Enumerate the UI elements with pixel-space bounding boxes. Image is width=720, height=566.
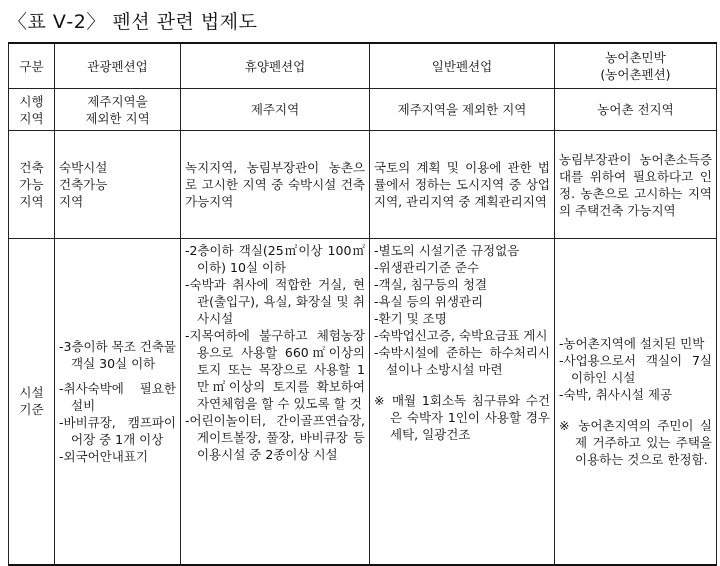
cell-facility-resort [181,239,370,565]
pension-law-table [8,42,717,566]
list-item: -숙박과 취사에 적합한 거실, 현관(출입구), 욕실, 화장실 및 취사시설 [185,277,365,326]
cell-facility-general [370,239,555,565]
list-item: -숙박, 취사시설 제공 [559,386,673,402]
list-item: -지목여하에 불구하고 체험농장용으로 사용할 660㎡이상의 토지 또는 목장으로 사용할 1만㎡이상의 토지를 확보하여 자연체험을 할 수 있도록 할 것 [185,328,365,411]
cell-line: 제주지역을 [87,93,148,109]
cell-buildable-farm: 농림부장관이 농어촌소득증대를 위하여 필요하다고 인정. 농촌으로 고시하는 지역의 주택건축 가능지역 [555,131,717,239]
list-item: -바비큐장, 캠프파이어장 중 1개 이상 [59,414,176,447]
table-title: 〈표 Ⅴ-2〉 펜션 관련 법제도 [8,11,258,33]
row-enforcement-area [9,89,717,131]
header-farm-homestay [555,43,717,89]
spacer [374,378,550,392]
note-item: ※ 농어촌지역의 주민이 실제 거주하고 있는 주택을 이용하는 것으로 한정함. [559,417,712,467]
list-item: -2층이하 객실(25㎡이상 100㎡이하) 10실 이하 [185,243,365,275]
cell-buildable-tourist [55,131,181,239]
cell-line: 제외한 지역 [85,110,150,126]
list-item: -사업용으로서 객실이 7실 이하인 시설 [559,352,712,385]
list-item: -객실, 침구등의 청결 [374,277,488,292]
list-item: -외국어안내표기 [59,448,149,464]
spacer [59,372,176,380]
row-label-line: 가능 [19,177,44,192]
cell-buildable-general: 국토의 계획 및 이용에 관한 법률에서 정하는 도시지역 중 상업지역, 관리지역 중 계획관리지역 [370,131,555,239]
row-label-line: 시설 [19,385,44,401]
header-resort-pension: 휴양펜션업 [181,43,370,89]
row-facility-standard [9,239,717,565]
cell-enforcement-resort: 제주지역 [181,89,370,131]
list-item: -별도의 시설기준 규정없음 [374,243,520,258]
row-label-line: 시행 [19,93,44,109]
list-item: -취사숙박에 필요한 설비 [59,380,176,413]
row-label-line: 지역 [19,194,44,209]
list-item: -농어촌지역에 설치된 민박 [559,335,705,351]
row-label-buildable-area [9,131,55,239]
header-gubun: 구분 [9,43,55,89]
list-item: -환기 및 조명 [374,311,447,326]
cell-enforcement-farm: 농어촌 전지역 [555,89,717,131]
note-item: ※ 매월 1회소독 침구류와 수건은 숙박자 1인이 사용할 경우 세탁, 일광건조 [374,393,550,442]
cell-buildable-resort: 녹지지역, 농림부장관이 농촌으로 고시한 지역 중 숙박시설 건축가능지역 [181,131,370,239]
header-farm-homestay-line2: (농어촌펜션) [600,67,671,82]
header-farm-homestay-line1: 농어촌민박 [605,50,666,65]
cell-enforcement-tourist [55,89,181,131]
cell-enforcement-general: 제주지역을 제외한 지역 [370,89,555,131]
row-buildable-area [9,131,717,239]
row-label-line: 지역 [19,110,44,126]
spacer [559,403,712,417]
list-item: -숙박업신고증, 숙박요금표 게시 [374,328,548,343]
list-item: -3층이하 목조 건축물 객실 30실 이하 [59,338,177,371]
header-row [9,43,717,89]
list-item: -어린이놀이터, 간이골프연습장, 게이트볼장, 풀장, 바비큐장 등 이용시설 중 2종이상 시설 [185,413,365,462]
row-label-line: 기준 [19,402,44,418]
header-general-pension: 일반펜션업 [370,43,555,89]
cell-facility-farm [555,239,717,565]
list-item: -위생관리기준 준수 [374,260,480,275]
cell-line: 건축가능 [59,177,108,192]
cell-facility-tourist [55,239,181,565]
cell-line: 숙박시설 [59,160,108,175]
row-label-line: 건축 [19,160,44,175]
row-label-facility-standard [9,239,55,565]
list-item: -욕실 등의 위생관리 [374,294,484,309]
header-tourist-pension: 관광펜션업 [55,43,181,89]
list-item: -숙박시설에 준하는 하수처리시설이나 소방시설 마련 [374,345,550,377]
cell-line: 지역 [59,194,84,209]
row-label-enforcement-area [9,89,55,131]
